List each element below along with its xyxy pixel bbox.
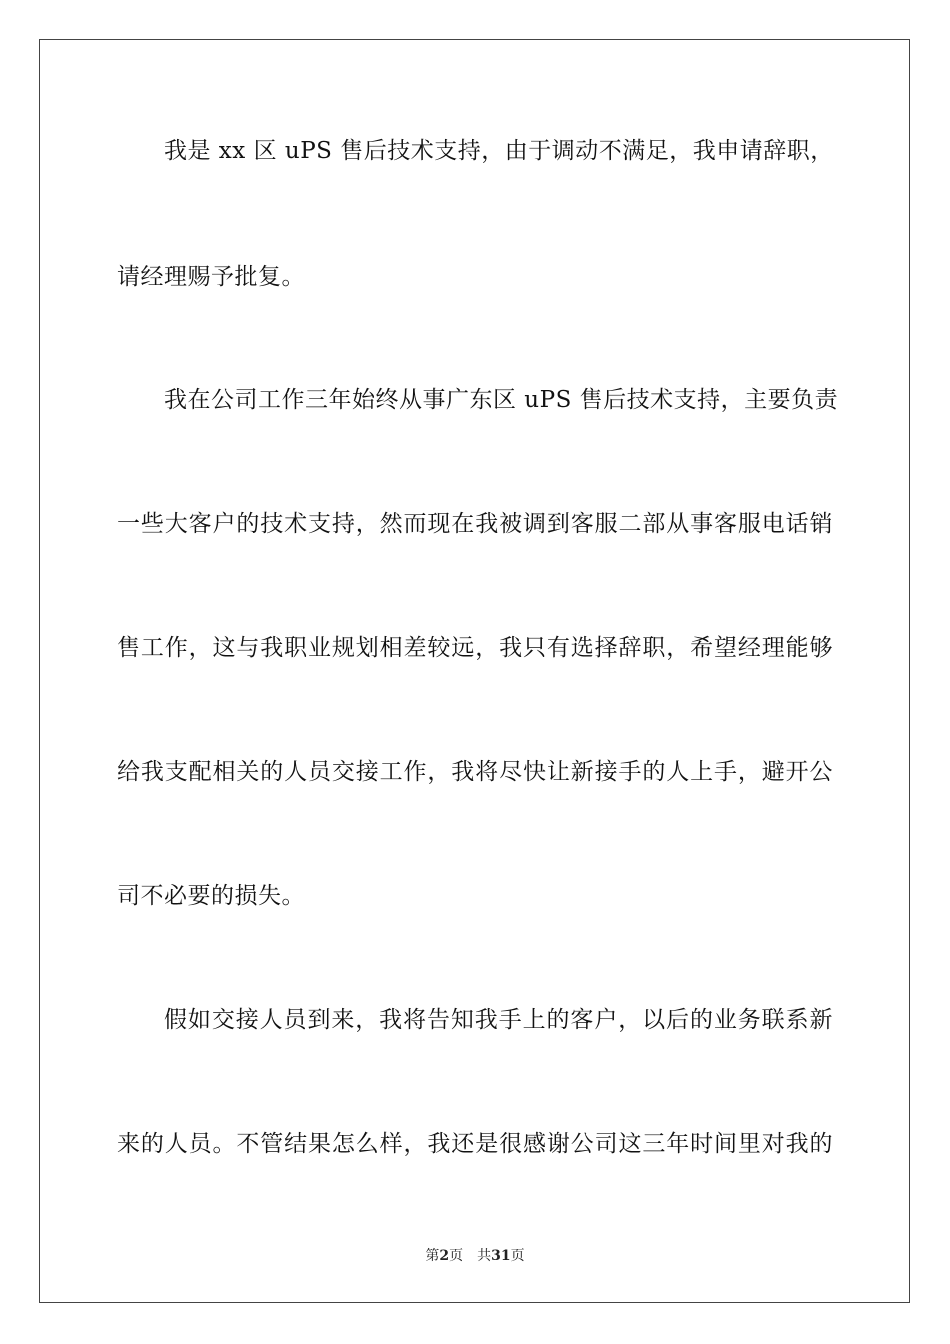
paragraph-3-line-1: 假如交接人员到来，我将告知我手上的客户，以后的业务联系新 xyxy=(164,1007,833,1033)
paragraph-2-line-2: 一些大客户的技术支持，然而现在我被调到客服二部从事客服电话销 xyxy=(117,511,833,537)
total-pages: 31 xyxy=(491,1248,511,1264)
paragraph-3-line-2: 来的人员。不管结果怎么样，我还是很感谢公司这三年时间里对我的 xyxy=(117,1131,833,1157)
paragraph-1-line-1: 我是 xx 区 uPS 售后技术支持，由于调动不满足，我申请辞职， xyxy=(164,138,834,164)
paragraph-1-line-2: 请经理赐予批复。 xyxy=(117,264,305,290)
total-prefix: 共 xyxy=(477,1248,492,1264)
total-suffix: 页 xyxy=(510,1248,525,1264)
page-suffix: 页 xyxy=(449,1248,464,1264)
page-prefix: 第 xyxy=(425,1248,440,1264)
paragraph-2-line-3: 售工作，这与我职业规划相差较远，我只有选择辞职，希望经理能够 xyxy=(117,635,833,661)
paragraph-2-line-1: 我在公司工作三年始终从事广东区 uPS 售后技术支持，主要负责 xyxy=(164,387,839,413)
paragraph-2-line-4: 给我支配相关的人员交接工作，我将尽快让新接手的人上手，避开公 xyxy=(117,759,833,785)
page-frame xyxy=(39,39,910,1303)
page-footer xyxy=(0,1246,950,1266)
paragraph-2-line-5: 司不必要的损失。 xyxy=(117,883,305,909)
page-number: 2 xyxy=(439,1248,450,1264)
